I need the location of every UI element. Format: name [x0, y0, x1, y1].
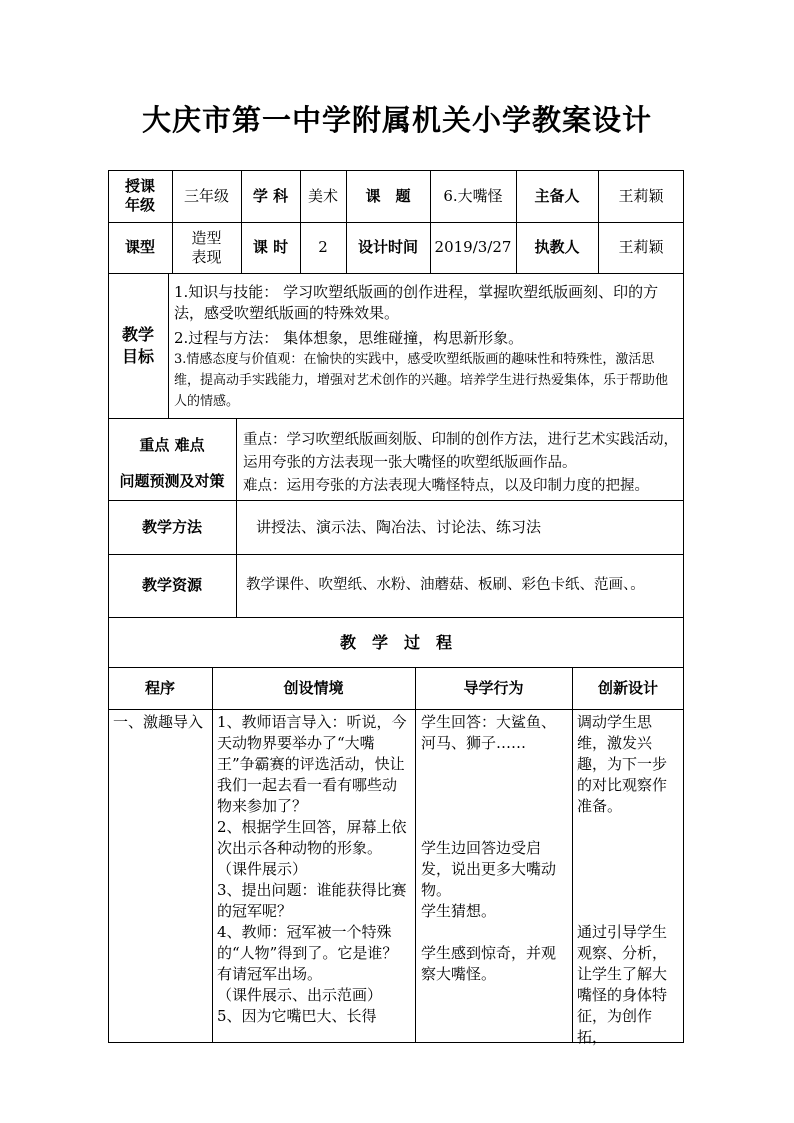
innovation-item: 通过引导学生观察、分析，让学生了解大嘴怪的身体特征，为创作拓， — [577, 923, 668, 1046]
methods-value: 讲授法、演示法、陶冶法、讨论法、练习法 — [256, 517, 542, 536]
objective-process: 2.过程与方法： 集体想象，思维碰撞，构思新形象。 — [174, 329, 524, 347]
preparer-label: 主备人 — [534, 186, 580, 205]
objective-knowledge: 1.知识与技能： 学习吹塑纸版画的创作进程，掌握吹塑纸版画刻、印的方法，感受吹塑纸版画的特殊效果。 — [174, 283, 659, 322]
situation-item: 4、教师：冠军被一个特殊的“人物”得到了。它是谁？有请冠军出场。 — [217, 923, 398, 983]
hours-value: 2 — [318, 238, 328, 256]
methods-label: 教学方法 — [141, 517, 202, 536]
resources-label: 教学资源 — [141, 576, 202, 594]
focus-difficulty: 难点：运用夸张的方法表现大嘴怪特点，以及印制力度的把握。 — [243, 478, 649, 494]
focus-text — [243, 429, 681, 498]
situation-item: 5、因为它嘴巴大、长得 — [217, 1007, 377, 1025]
innovation-item: 调动学生思维，激发兴趣，为下一步的对比观察作准备。 — [577, 713, 668, 815]
type-value: 造型 表现 — [191, 228, 222, 266]
resources-value: 教学课件、吹塑纸、水粉、油蘑菇、板刷、彩色卡纸、范画、。 — [246, 577, 645, 593]
innovation-list — [577, 712, 681, 1048]
col-procedure: 程序 — [144, 678, 175, 697]
objectives-text — [174, 282, 680, 412]
col-guidance: 导学行为 — [463, 678, 524, 697]
focus-key-point: 重点：学习吹塑纸版画刻版、印制的创作方法，进行艺术实践活动，运用夸张的方法表现一张大嘴怪的吹塑纸版画作品。 — [243, 432, 678, 471]
guidance-item: 学生边回答边受启发，说出更多大嘴动物。 — [421, 839, 557, 899]
situation-item: （课件展示、出示范画） — [217, 986, 383, 1004]
hours-label: 课 时 — [252, 238, 289, 256]
situation-list — [217, 712, 409, 1027]
process-heading: 教 学 过 程 — [339, 632, 452, 652]
teacher-value: 王莉颖 — [618, 238, 664, 256]
subject-label: 学 科 — [252, 186, 289, 205]
situation-item: 1、教师语言导入：听说，今天动物界要举办了“大嘴王”争霸赛的评选活动，快让我们一起去看一看有哪些动物来参加了？ — [217, 713, 407, 815]
objective-emotion: 3.情感态度与价值观：在愉快的实践中，感受吹塑纸版画的趣味性和特殊性，激活思维，提高动手实践能力，增强对艺术创作的兴趣。培养学生进行热爱集体，乐于帮助他人的情感。 — [174, 352, 669, 409]
topic-value: 6.大嘴怪 — [443, 186, 503, 205]
preparer-value: 王莉颖 — [618, 186, 664, 205]
guidance-item: 学生回答：大鲨鱼、河马、狮子…… — [421, 713, 557, 752]
guidance-list — [421, 712, 561, 985]
col-innovation: 创新设计 — [597, 678, 658, 697]
subject-value: 美术 — [307, 186, 338, 205]
process-step: 一、激趣导入 — [113, 713, 204, 731]
guidance-item: 学生感到惊奇，并观察大嘴怪。 — [421, 944, 557, 983]
problem-prediction-label: 问题预测及对策 — [119, 471, 225, 490]
situation-item: 3、提出问题：谁能获得比赛的冠军呢？ — [217, 881, 407, 920]
grade-value: 三年级 — [183, 186, 229, 205]
situation-item: 2、根据学生回答，屏幕上依次出示各种动物的形象。 — [217, 818, 407, 857]
situation-item: （课件展示） — [217, 860, 308, 878]
guidance-item: 学生猜想。 — [421, 902, 497, 920]
date-label: 设计时间 — [357, 238, 418, 256]
grade-label: 授课 年级 — [124, 177, 155, 214]
topic-label: 课 题 — [365, 186, 411, 205]
objectives-label: 教学 目标 — [121, 324, 154, 366]
focus-label: 重点 难点 — [139, 435, 205, 454]
type-label: 课型 — [124, 238, 155, 256]
col-situation: 创设情境 — [283, 678, 344, 697]
page-title: 大庆市第一中学附属机关小学教案设计 — [141, 103, 652, 137]
teacher-label: 执教人 — [534, 238, 580, 256]
date-value: 2019/3/27 — [434, 238, 512, 256]
